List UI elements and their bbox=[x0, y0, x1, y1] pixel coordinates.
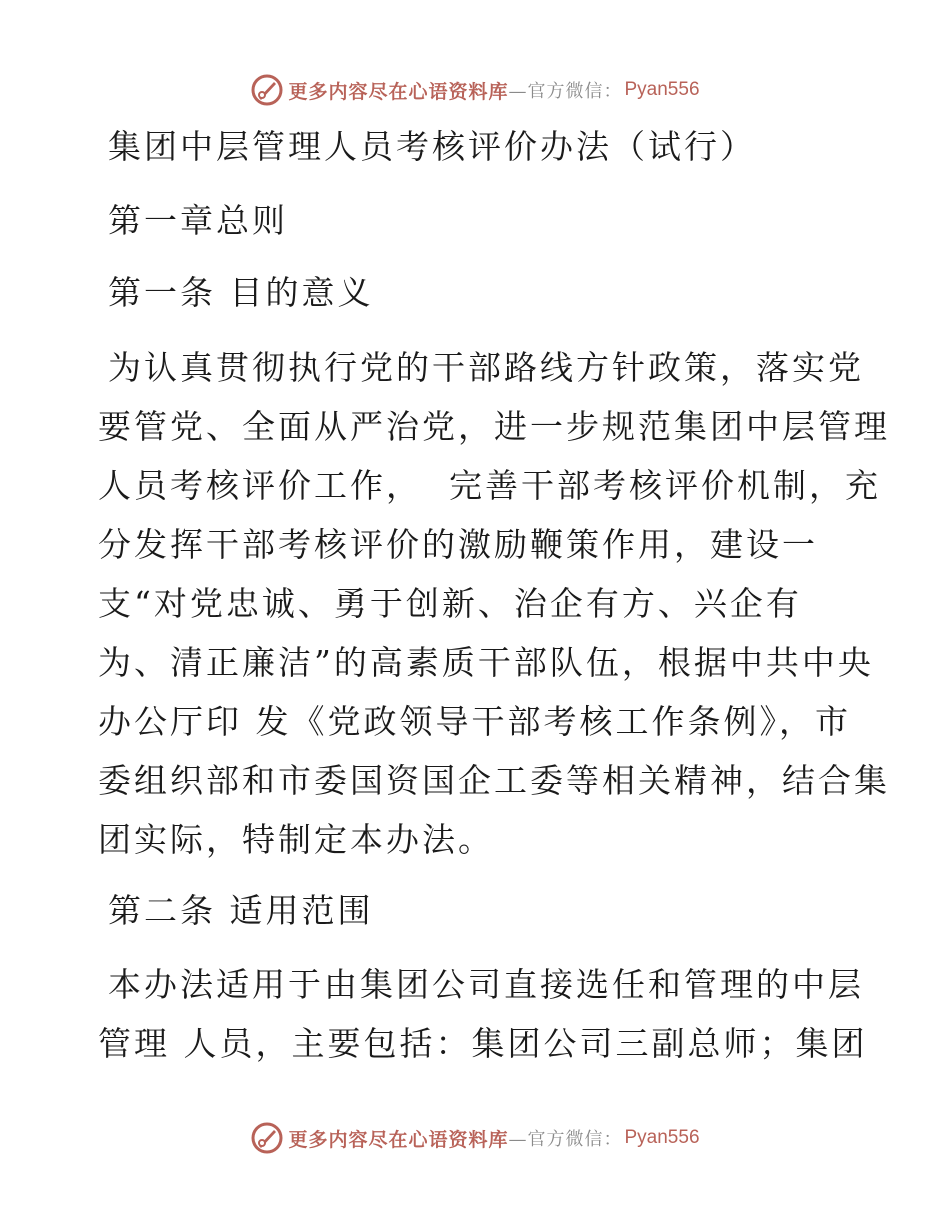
paragraph-line: 分发挥干部考核评价的激励鞭策作用，建设一 bbox=[98, 525, 818, 564]
paragraph-line: 本办法适用于由集团公司直接选任和管理的中层 bbox=[108, 965, 864, 1004]
footer-watermark-banner bbox=[0, 1118, 950, 1158]
paragraph-line: 为认真贯彻执行党的干部路线方针政策，落实党 bbox=[108, 348, 864, 387]
banner-wechat-id: Pyan556 bbox=[624, 79, 700, 100]
paragraph-line: 人员考核评价工作， 完善干部考核评价机制，充 bbox=[98, 466, 881, 505]
paragraph-line: 管理 人员，主要包括：集团公司三副总师；集团 bbox=[98, 1024, 868, 1063]
paragraph-line: 团实际，特制定本办法。 bbox=[98, 820, 494, 859]
paragraph-line: 要管党、全面从严治党，进一步规范集团中层管理 bbox=[98, 407, 890, 446]
paragraph-line: 支“对党忠诚、勇于创新、治企有方、兴企有 bbox=[98, 584, 802, 623]
banner-main-text: 更多内容尽在心语资料库 bbox=[288, 80, 509, 103]
banner-main-text: 更多内容尽在心语资料库 bbox=[288, 1128, 509, 1151]
chapter-heading: 第一章总则 bbox=[108, 201, 288, 240]
banner-wechat-id: Pyan556 bbox=[624, 1127, 700, 1148]
quill-logo-icon bbox=[250, 1121, 284, 1155]
article-heading: 第一条 目的意义 bbox=[108, 273, 374, 312]
quill-logo-icon bbox=[250, 73, 284, 107]
document-title: 集团中层管理人员考核评价办法（试行） bbox=[108, 127, 756, 166]
paragraph-line: 为、清正廉洁”的高素质干部队伍，根据中共中央 bbox=[98, 643, 874, 682]
article-heading: 第二条 适用范围 bbox=[108, 891, 374, 930]
paragraph-line: 办公厅印 发《党政领导干部考核工作条例》，市 bbox=[98, 702, 851, 741]
banner-sub-text: —官方微信： bbox=[508, 81, 623, 102]
header-watermark-banner bbox=[0, 70, 950, 110]
banner-sub-text: —官方微信： bbox=[508, 1129, 623, 1150]
paragraph-line: 委组织部和市委国资国企工委等相关精神，结合集 bbox=[98, 761, 890, 800]
